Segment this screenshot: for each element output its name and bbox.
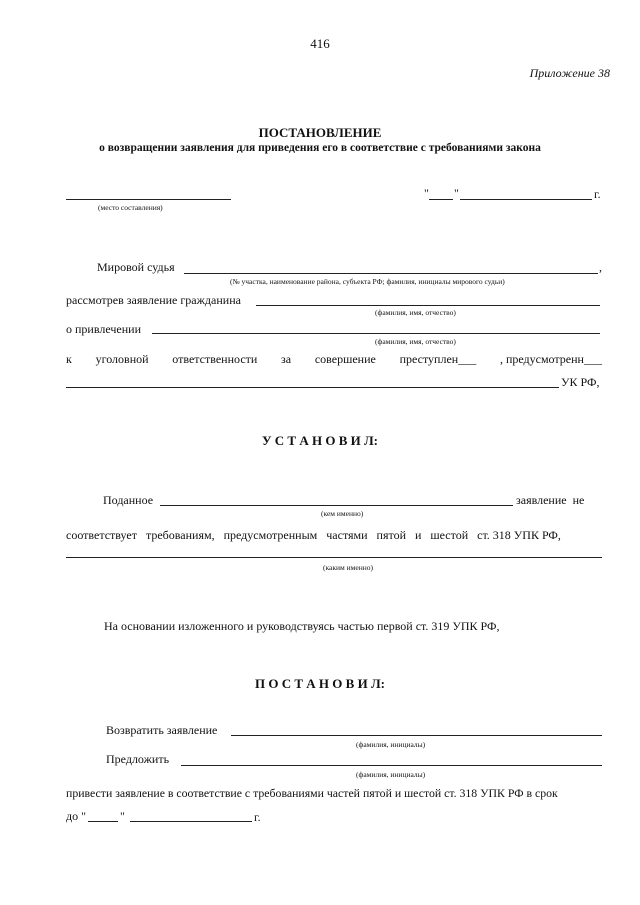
considered-label: рассмотрев заявление гражданина xyxy=(66,293,241,307)
judge-caption: (№ участка, наименование района, субъекта РФ; фамилия, инициалы мирового судьи) xyxy=(230,277,505,286)
place-line[interactable] xyxy=(66,199,231,200)
bringing-label: о привлечении xyxy=(66,322,141,336)
judge-comma: , xyxy=(599,260,602,274)
word-responsibility: ответственности xyxy=(172,352,258,366)
until-day-line[interactable] xyxy=(88,821,118,822)
word-for: за xyxy=(281,352,292,366)
document-title: ПОСТАНОВЛЕНИЕ xyxy=(258,125,382,140)
person-line[interactable] xyxy=(152,333,600,334)
until-year: г. xyxy=(254,810,261,824)
propose-caption: (фамилия, инициалы) xyxy=(356,770,426,779)
date-quote-open: " xyxy=(424,186,429,200)
date-day-line[interactable] xyxy=(429,199,453,200)
return-line[interactable] xyxy=(231,735,602,736)
bring-text: привести заявление в соответствие с требованиями частей пятой и шестой ст. 318 УПК РФ в срок xyxy=(66,786,558,800)
document-subtitle: о возвращении заявления для приведения его в соответствие с требованиями закона xyxy=(99,142,541,154)
code-article-line[interactable] xyxy=(66,387,559,388)
established-heading: У С Т А Н О В И Л: xyxy=(261,433,378,448)
date-year-suffix: г. xyxy=(594,187,601,201)
word-crime: преступлен___ xyxy=(399,352,477,366)
return-label: Возвратить заявление xyxy=(106,723,218,737)
citizen-caption: (фамилия, имя, отчество) xyxy=(375,308,456,317)
not-meet-text: соответствует требованиям, предусмотренным частями пятой и шестой ст. 318 УПК РФ, xyxy=(66,528,561,542)
filed-right-text: заявление не xyxy=(516,493,585,507)
place-caption: (место составления) xyxy=(98,203,163,212)
date-month-line[interactable] xyxy=(460,199,592,200)
return-caption: (фамилия, инициалы) xyxy=(356,740,426,749)
what-line[interactable] xyxy=(66,557,602,558)
filed-by-line[interactable] xyxy=(160,505,513,506)
by-whom-caption: (кем именно) xyxy=(321,509,364,518)
basis-text: На основании изложенного и руководствуясь частью первой ст. 319 УПК РФ, xyxy=(104,619,500,633)
until-label: до " xyxy=(66,809,87,823)
word-committing: совершение xyxy=(314,352,376,366)
propose-label: Предложить xyxy=(106,752,170,766)
word-k: к xyxy=(66,352,72,366)
filed-label: Поданное xyxy=(103,493,154,507)
resolved-heading: П О С Т А Н О В И Л: xyxy=(255,676,385,691)
what-caption: (каким именно) xyxy=(323,563,373,572)
person-caption: (фамилия, имя, отчество) xyxy=(375,337,456,346)
until-month-line[interactable] xyxy=(130,821,252,822)
word-criminal: уголовной xyxy=(95,352,149,366)
citizen-line[interactable] xyxy=(256,305,600,306)
appendix-label: Приложение 38 xyxy=(529,66,610,80)
until-quote: " xyxy=(120,809,125,823)
page-number: 416 xyxy=(310,36,330,51)
responsibility-line xyxy=(66,352,602,367)
date-quote-close: " xyxy=(454,186,459,200)
code-label: УК РФ, xyxy=(561,375,600,389)
judge-line[interactable] xyxy=(184,273,598,274)
judge-label: Мировой судья xyxy=(97,260,175,274)
word-provided: , предусмотренн___ xyxy=(499,352,602,366)
propose-line[interactable] xyxy=(181,765,602,766)
